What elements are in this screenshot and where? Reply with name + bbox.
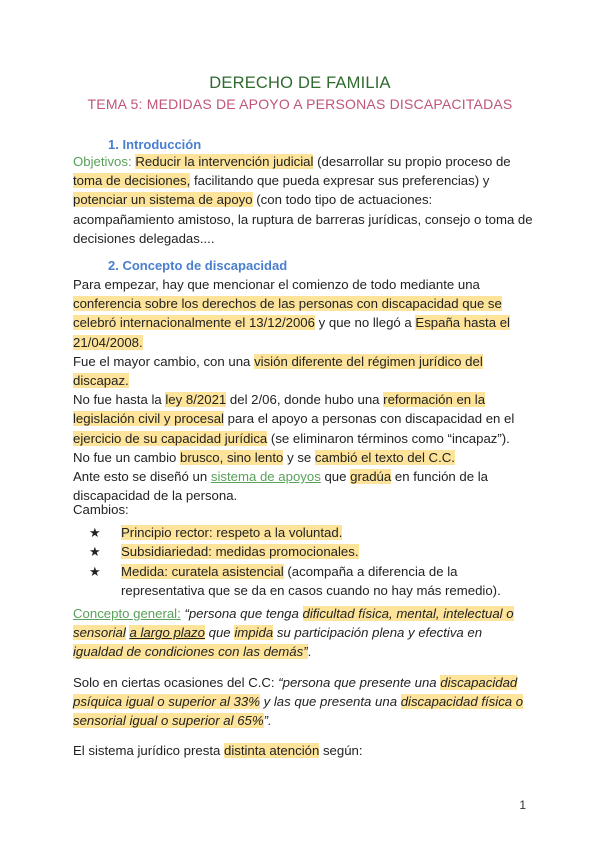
highlight: visión diferente del régimen jurídico del discapaz. xyxy=(73,353,483,389)
list-item xyxy=(85,542,533,561)
text: Solo en ciertas ocasiones del C.C: xyxy=(73,675,279,690)
text: su participación plena y efectiva en xyxy=(273,625,483,641)
text: que xyxy=(204,625,235,641)
concepto-general-label: Concepto general: xyxy=(73,606,181,621)
list-item xyxy=(85,523,533,542)
highlight: Principio rector: respeto a la voluntad. xyxy=(121,525,343,541)
highlight: igualdad de condiciones con las demás” xyxy=(73,644,308,660)
section-concepto-body xyxy=(73,275,533,505)
star-icon: ★ xyxy=(89,563,101,579)
highlight: ley 8/2021 xyxy=(165,392,227,408)
text: . xyxy=(307,644,312,660)
text: (acompaña a diferencia de la representativa que se da en casos cuando no hay más remedio). xyxy=(121,563,501,598)
cambios-list xyxy=(73,523,533,600)
highlight: dificultad física, mental, intelectual o sensorial xyxy=(73,606,514,641)
cambios-label: Cambios: xyxy=(73,502,129,517)
text: Para empezar, hay que mencionar el comienzo de todo mediante una xyxy=(73,277,480,292)
star-icon: ★ xyxy=(89,544,101,560)
highlight: distinta atención xyxy=(223,743,320,758)
text: “persona que presente una xyxy=(278,675,441,690)
highlight: discapacidad psíquica igual o superior al 33% xyxy=(73,675,518,710)
highlight: España hasta el 21/04/2008. xyxy=(73,315,510,350)
text: facilitando que pueda expresar sus preferencias) y xyxy=(190,173,490,189)
text: y que no llegó a xyxy=(314,315,416,331)
highlight: a largo plazo xyxy=(129,625,205,641)
document-title: DERECHO DE FAMILIA xyxy=(209,74,391,92)
highlight: conferencia sobre los derechos de las personas con discapacidad que se celebró internacionalmente el 13/12/2006 xyxy=(73,296,502,331)
text: No fue un cambio xyxy=(73,449,181,465)
highlight: Subsidiariedad: medidas promocionales. xyxy=(121,544,359,560)
highlight: Medida: curatela asistencial xyxy=(121,563,284,579)
sistema-juridico-paragraph xyxy=(73,741,533,760)
highlight: cambió el texto del C.C. xyxy=(314,449,455,465)
list-item xyxy=(85,562,533,600)
star-icon: ★ xyxy=(89,525,101,541)
text: en función de la discapacidad de la persona. xyxy=(73,469,489,504)
paragraph-mayor-cambio xyxy=(73,352,533,390)
text: (desarrollar su propio proceso de xyxy=(313,154,511,169)
text: para el apoyo a personas con discapacidad en el xyxy=(224,411,515,427)
text: y las que presenta una xyxy=(259,694,401,710)
highlight: toma de decisiones, xyxy=(73,173,191,189)
codigo-civil-paragraph xyxy=(73,673,533,731)
highlight: reformación en la legislación civil y procesal xyxy=(73,392,486,427)
highlight: discapacidad física o sensorial igual o superior al 65% xyxy=(73,694,524,729)
highlight: gradúa xyxy=(350,469,392,485)
concepto-general-paragraph xyxy=(73,604,533,662)
text: que xyxy=(320,469,351,485)
text: según: xyxy=(319,743,363,758)
text: ”. xyxy=(263,713,272,729)
text: Fue el mayor cambio, con una xyxy=(73,353,255,369)
text: y se xyxy=(283,449,315,465)
text: (se eliminaron términos como “incapaz”). xyxy=(267,430,510,446)
objetivos-label: Objetivos: xyxy=(73,154,132,169)
highlight: potenciar un sistema de apoyo xyxy=(73,192,253,208)
document-subtitle: TEMA 5: MEDIDAS DE APOYO A PERSONAS DISCAPACITADAS xyxy=(87,96,513,112)
sistema-de-apoyos-link[interactable]: sistema de apoyos xyxy=(210,469,321,485)
section-introduccion-body xyxy=(73,152,533,248)
section-heading-introduccion: 1. Introducción xyxy=(108,137,202,152)
text: No fue hasta la xyxy=(73,392,166,408)
text: (con todo tipo de actuaciones: acompañamiento amistoso, la ruptura de barreras jurídicas, consejo o toma de decisiones delegadas.... xyxy=(73,192,533,246)
highlight: ejercicio de su capacidad jurídica xyxy=(73,430,268,446)
text: El sistema jurídico presta xyxy=(73,743,224,758)
paragraph-conferencia xyxy=(73,275,533,352)
text: del 2/06, donde hubo una xyxy=(226,392,384,408)
cambios-block xyxy=(73,500,533,600)
objetivos-paragraph xyxy=(73,152,533,248)
page-number: 1 xyxy=(519,798,526,812)
highlight: Reducir la intervención judicial xyxy=(135,154,314,169)
text: Ante esto se diseñó un xyxy=(73,469,211,485)
section-heading-concepto: 2. Concepto de discapacidad xyxy=(108,258,288,273)
paragraph-cambio-lento xyxy=(73,448,533,467)
text: “persona que tenga xyxy=(180,606,303,621)
paragraph-ley xyxy=(73,390,533,448)
highlight: impida xyxy=(234,625,274,641)
highlight: brusco, sino lento xyxy=(180,449,284,465)
